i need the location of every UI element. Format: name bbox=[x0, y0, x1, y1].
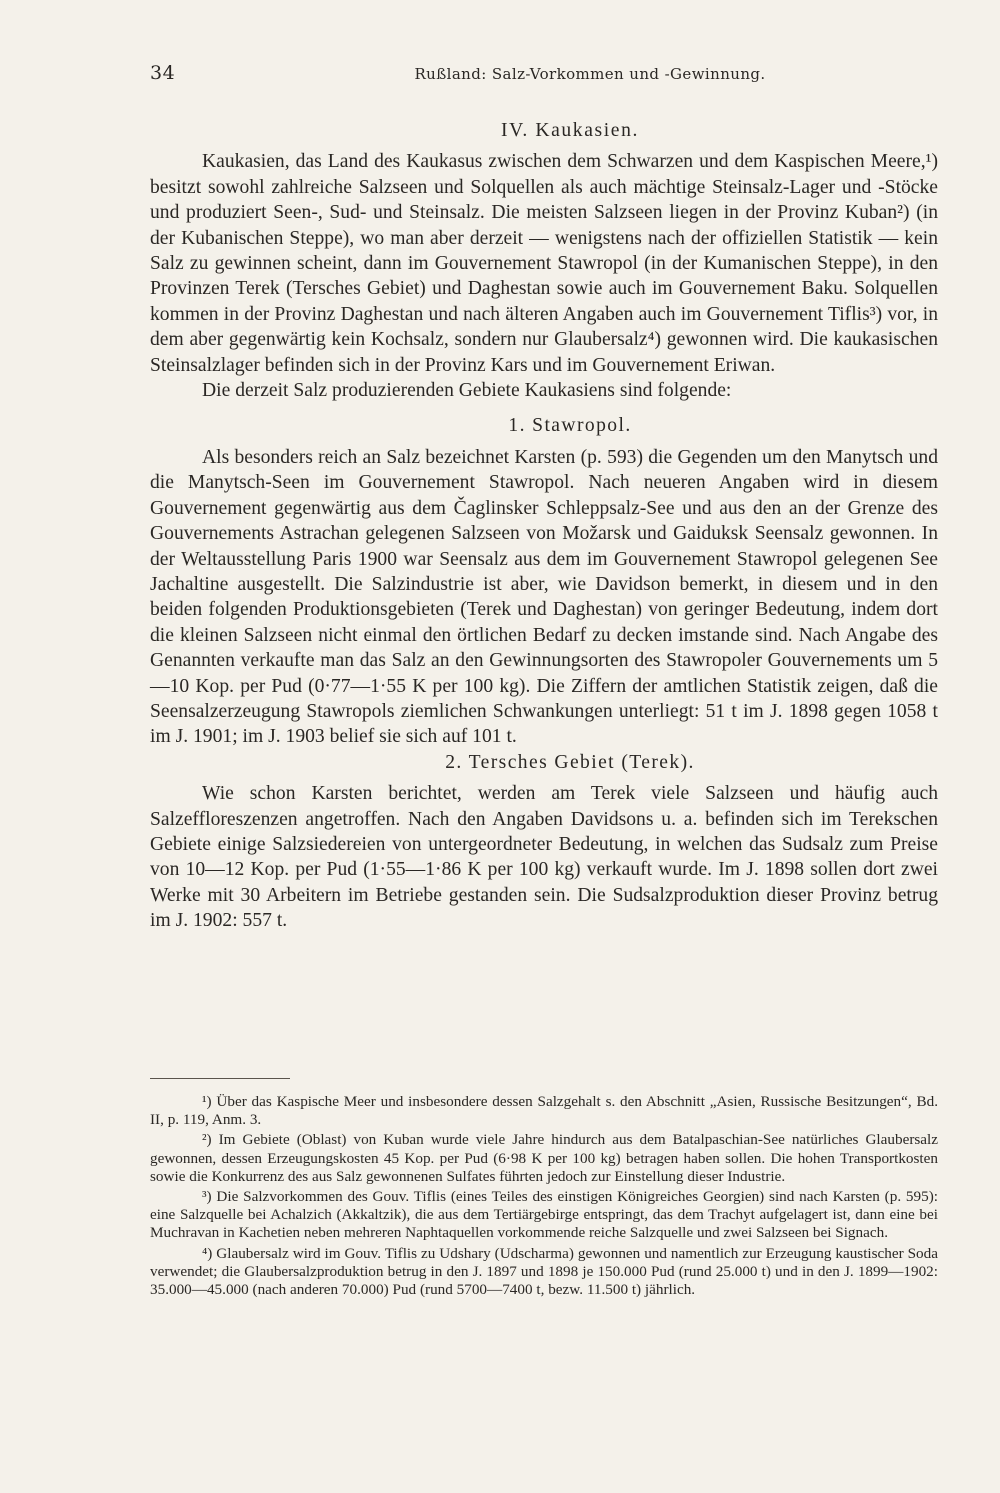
paragraph-regions: Die derzeit Salz produzierenden Gebiete Kaukasiens sind folgende: bbox=[202, 380, 732, 402]
footnote-4: ⁴) Glaubersalz wird im Gouv. Tiflis zu Udshary (Udscharma) gewonnen und namentlich zur Erzeugung kaustischer Soda verwendet; die Glaubersalzproduktion betrug in den J. 1897 und 1898 je 150.000 Pud (rund 25.000 t) und in den J. 1899—1902: 35.000—45.000 (nach anderen 70.000) Pud (rund 5700—7400 t, bezw. 11.500 t) jährlich. bbox=[150, 1244, 938, 1299]
footnotes bbox=[150, 1093, 938, 1301]
page-header bbox=[150, 62, 940, 90]
running-head: Rußland: Salz-Vorkommen und -Gewinnung. bbox=[414, 65, 766, 83]
paragraph-stawropol: Als besonders reich an Salz bezeichnet Karsten (p. 593) die Gegenden um den Manytsch und die Manytsch-Seen im Gouvernement Stawropol. Nach neueren Angaben wird in diesem Gouvernement gegenwärtig aus dem Čaglinsker Schleppsalz-See und aus den an der Grenze des Gouvernements Astrachan gelegenen Salzseen von Možarsk und Gaiduksk Seensalz gewonnen. In der Weltausstellung Paris 1900 war Seensalz aus dem im Gouvernement Stawropol gelegenen See Jachaltine ausgestellt. Die Salzindustrie ist aber, wie Davidson bemerkt, in diesem und in den beiden folgenden Produktionsgebieten (Terek und Daghestan) von geringer Bedeutung, indem dort die kleinen Salzseen nicht einmal den örtlichen Bedarf zu decken imstande sind. Nach Angabe des Genannten verkaufte man das Salz an den Gewinnungsorten des Stawropoler Gouvernements um 5—10 Kop. per Pud (0·77—1·55 K per 100 kg). Die Ziffern der amtlichen Statistik zeigen, daß die Seensalzerzeugung Stawropols ziemlichen Schwankungen unterliegt: 51 t im J. 1898 gegen 1058 t im J. 1901; im J. 1903 belief sie sich auf 101 t. bbox=[150, 446, 938, 748]
main-text bbox=[150, 118, 938, 934]
subsection-title-terek: 2. Tersches Gebiet (Terek). bbox=[445, 751, 695, 773]
paragraph-intro: Kaukasien, das Land des Kaukasus zwischen dem Schwarzen und dem Kaspischen Meere,¹) besitzt sowohl zahlreiche Salzseen und Solquellen als auch mächtige Steinsalz-Lager und -Stöcke und produziert Seen-, Sud- und Steinsalz. Die meisten Salzseen liegen in der Provinz Kuban²) (in der Kubanischen Steppe), wo man aber derzeit — wenigstens nach der offiziellen Statistik — kein Salz zu gewinnen scheint, dann im Gouvernement Stawropol (in der Kumanischen Steppe), in den Provinzen Terek (Tersches Gebiet) und Daghestan sowie auch im Gouvernement Baku. Solquellen kommen in der Provinz Daghestan und nach älteren Angaben auch im Gouvernement Tiflis³) vor, in dem aber gegenwärtig kein Kochsalz, sondern nur Glaubersalz⁴) gewonnen wird. Die kaukasischen Steinsalzlager befinden sich in der Provinz Kars und im Gouvernement Eriwan. bbox=[150, 151, 938, 376]
footnote-1: ¹) Über das Kaspische Meer und insbesondere dessen Salzgehalt s. den Abschnitt „Asien, Russische Besitzungen“, Bd. II, p. 119, Anm. 3. bbox=[150, 1093, 938, 1129]
page-number: 34 bbox=[150, 62, 176, 84]
footnote-divider bbox=[150, 1078, 290, 1079]
footnote-2: ²) Im Gebiete (Oblast) von Kuban wurde viele Jahre hindurch aus dem Batalpaschian-See natürliches Glaubersalz gewonnen, dessen Erzeugungskosten 45 Kop. per Pud (6·98 K per 100 kg) betragen haben sollen. Die hohen Transportkosten sowie die Konkurrenz des aus Salz gewonnenen Sulfates führten jedoch zur Einstellung dieser Industrie. bbox=[150, 1131, 938, 1185]
paragraph-terek: Wie schon Karsten berichtet, werden am Terek viele Salzseen und häufig auch Salzeffloreszenzen angetroffen. Nach den Angaben Davidsons u. a. befinden sich im Terekschen Gebiete einige Salzsiedereien von untergeordneter Bedeutung, in welchen das Sudsalz zum Preise von 10—12 Kop. per Pud (1·55—1·86 K per 100 kg) verkauft wurde. Im J. 1898 sollen dort zwei Werke mit 30 Arbeitern im Betriebe gestanden sein. Die Sudsalzproduktion dieser Provinz betrug im J. 1902: 557 t. bbox=[150, 783, 938, 932]
footnote-3: ³) Die Salzvorkommen des Gouv. Tiflis (eines Teiles des einstigen Königreiches Georgien) sind nach Karsten (p. 595): eine Salzquelle bei Achalzich (Akkaltzik), die aus dem Tertiärgebirge entspringt, das dem Trachyt aufgelagert ist, dann eine bei Muchravan in Kachetien neben mehreren Naphtaquellen vorkommende reiche Salzquelle und zwei Salzseen bei Signach. bbox=[150, 1188, 938, 1242]
subsection-title-stawropol: 1. Stawropol. bbox=[508, 415, 632, 437]
section-title: IV. Kaukasien. bbox=[501, 120, 639, 141]
